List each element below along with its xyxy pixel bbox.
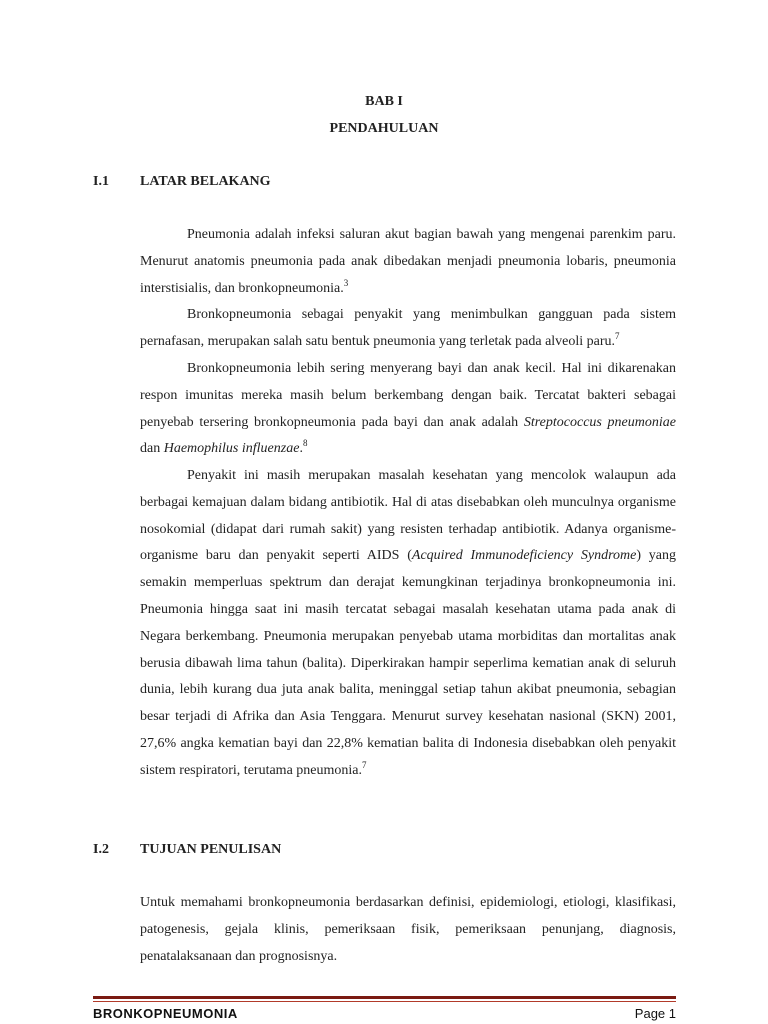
footer-rule-thin [93, 1001, 676, 1002]
paragraph-5 [140, 890, 676, 970]
footer-rule [93, 996, 676, 999]
citation-ref: 8 [302, 438, 308, 449]
species-name: Streptococcus pneumoniae [523, 414, 676, 430]
chapter-number: BAB I [365, 94, 403, 109]
section-heading-1 [93, 174, 271, 190]
section-number: I.1 [93, 174, 109, 189]
species-name: Haemophilus influenzae [163, 441, 300, 457]
paragraph-text: . [299, 441, 303, 457]
citation-ref: 7 [362, 759, 367, 770]
paragraph-text: Untuk memahami bronkopneumonia berdasarkan definisi, epidemiologi, etiologi, klasifikasi, patogenesis, gejala klinis, pemeriksaan fisik, pemeriksaan penunjang, diagnosis, penatalaksanaan dan prognosisnya. [140, 895, 676, 964]
paragraph-1 [140, 222, 676, 302]
paragraph-text: ) yang semakin memperluas spektrum dan derajat kemungkinan terjadinya bronkopneumonia ini. Pneumonia hingga saat ini masih tercatat sebagai masalah kesehatan utama pada anak di Negara berkembang. Pneumonia merupakan penyebab utama morbiditas dan mortalitas anak berusia dibawah lima tahun (balita). Diperkirakan hampir seperlima kematian anak di seluruh dunia, lebih kurang dua juta anak balita, meninggal setiap tahun akibat pneumonia, sebagian besar terjadi di Afrika dan Asia Tenggara. Menurut survey kesehatan nasional (SKN) 2001, 27,6% angka kematian bayi dan 22,8% kematian balita di Indonesia disebabkan oleh penyakit sistem respiratori, terutama pneumonia. [140, 548, 676, 778]
section-number: I.2 [93, 842, 109, 857]
page-number: Page 1 [634, 1006, 676, 1021]
chapter-title: PENDAHULUAN [329, 121, 439, 136]
citation-ref: 7 [615, 330, 620, 341]
section-title: TUJUAN PENULISAN [140, 842, 282, 857]
section-heading-2 [93, 842, 281, 858]
paragraph-text: Bronkopneumonia lebih sering menyerang bayi dan anak kecil. Hal ini dikarenakan respon imunitas mereka masih belum berkembang dengan baik. Tercatat bakteri sebagai penyebab tersering bronkopneumonia pada bayi dan anak adalah [140, 361, 676, 430]
paragraph-text: Penyakit ini masih merupakan masalah kesehatan yang mencolok walaupun ada berbagai kemajuan dalam bidang antibiotik. Hal di atas disebabkan oleh munculnya organisme nosokomial (didapat dari rumah sakit) yang resisten terhadap antibiotik. Adanya organisme-organisme baru dan penyakit seperti AIDS ( [140, 468, 676, 564]
paragraph-text: Pneumonia adalah infeksi saluran akut bagian bawah yang mengenai parenkim paru. Menurut anatomis pneumonia pada anak dibedakan menjadi pneumonia lobaris, pneumonia interstisialis, dan bronkopneumonia. [140, 227, 676, 296]
paragraph-3 [140, 356, 676, 463]
paragraph-text: dan [140, 441, 164, 457]
paragraph-text: Bronkopneumonia sebagai penyakit yang menimbulkan gangguan pada sistem pernafasan, merupakan salah satu bentuk pneumonia yang terletak pada alveoli paru. [140, 307, 676, 349]
footer-title: BRONKOPNEUMONIA [93, 1006, 238, 1021]
paragraph-2 [140, 302, 676, 356]
citation-ref: 3 [343, 277, 349, 288]
section-title: LATAR BELAKANG [140, 174, 271, 189]
paragraph-4 [140, 463, 676, 785]
term-italic: Acquired Immunodeficiency Syndrome [411, 548, 637, 564]
